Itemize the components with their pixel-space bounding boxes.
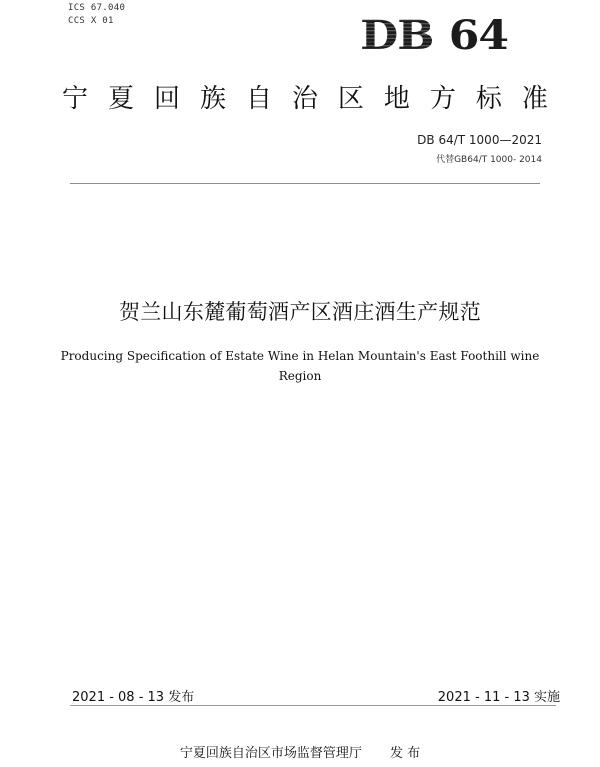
agency-char: 标	[475, 84, 502, 114]
title-english-line1: Producing Specification of Estate Wine in Helan Mountain's East Foothill wine	[60, 349, 540, 363]
agency-char: 方	[429, 84, 456, 114]
agency-char: 族	[199, 84, 226, 114]
top-divider	[70, 183, 540, 184]
agency-char: 地	[383, 84, 410, 114]
agency-char: 准	[521, 84, 548, 114]
agency-char: 回	[153, 84, 180, 114]
agency-char: 治	[291, 84, 318, 114]
agency-title	[62, 84, 548, 114]
bottom-divider	[70, 705, 556, 706]
title-english	[40, 346, 560, 386]
implementation-date: 2021 - 11 - 13 实施	[437, 690, 560, 705]
agency-char: 夏	[107, 84, 134, 114]
title-english-line2: Region	[278, 369, 322, 383]
ics-code: ICS 67.040	[68, 3, 126, 13]
standard-logo-code: 64	[448, 12, 508, 59]
issue-date: 2021 - 08 - 13 发布	[72, 690, 195, 705]
issuer-action: 发 布	[389, 746, 421, 761]
agency-char: 区	[337, 84, 364, 114]
issuer-name: 宁夏回族自治区市场监督管理厅	[179, 746, 362, 761]
ccs-code: CCS X 01	[68, 16, 114, 26]
agency-char: 宁	[62, 84, 89, 114]
standard-logo-prefix: DB	[360, 12, 434, 59]
agency-char: 自	[245, 84, 272, 114]
standard-logo	[359, 12, 508, 59]
title-chinese: 贺兰山东麓葡萄酒产区酒庄酒生产规范	[118, 300, 482, 324]
issuer-line	[0, 742, 600, 761]
standard-number: DB 64/T 1000—2021	[417, 133, 542, 147]
replaces-standard: 代替GB64/T 1000- 2014	[436, 155, 542, 165]
